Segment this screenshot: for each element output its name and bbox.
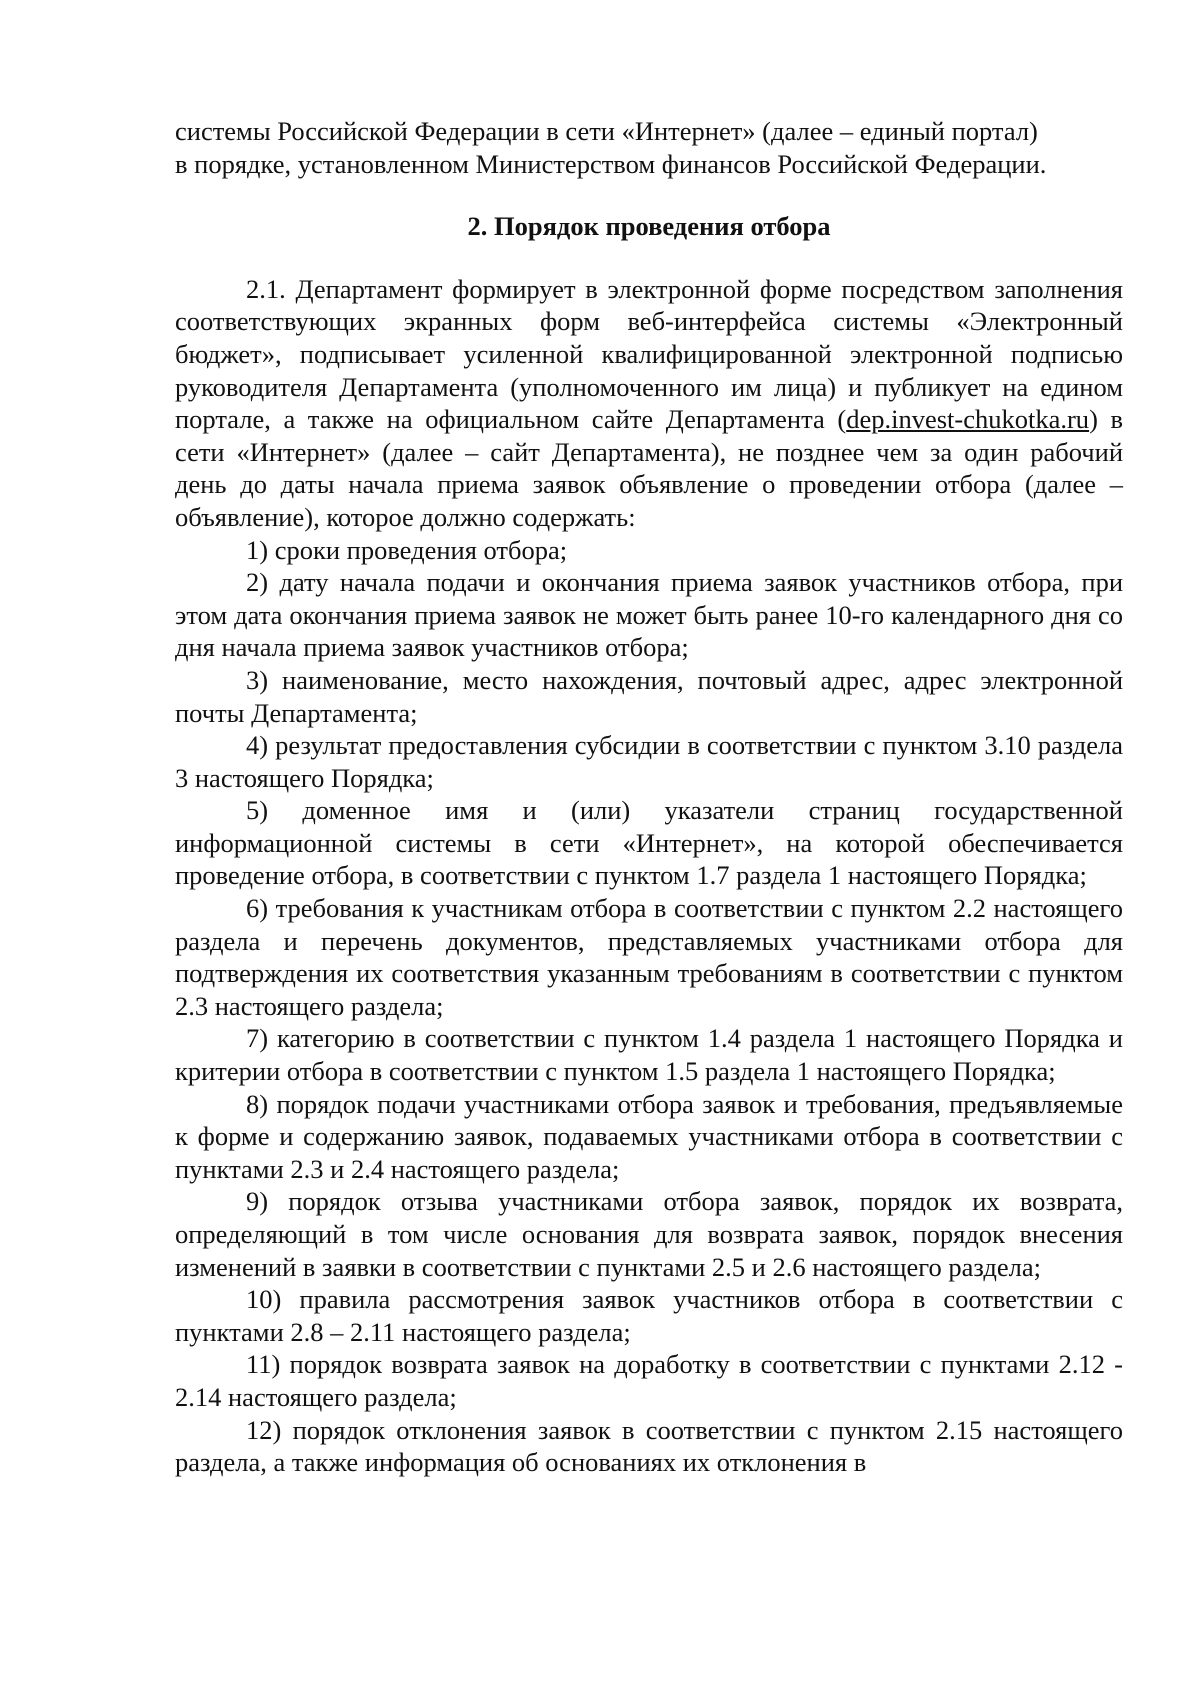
paragraph-2-1-text-end: ) в сети «Интернет» (далее – сайт Департамента), не позднее чем за один рабочий день до даты начала приема заявок объявление о проведении отбора (далее – объявление), которое должно содержать:: [175, 404, 1123, 532]
section-heading: 2. Порядок проведения отбора: [467, 211, 831, 242]
list-item-2: 2) дату начала подачи и окончания приема заявок участников отбора, при этом дата окончания приема заявок не может быть ранее 10-го календарного дня со дня начала приема заявок участников отбора;: [175, 567, 1123, 663]
list-item-6: 6) требования к участникам отбора в соответствии с пунктом 2.2 настоящего раздела и перечень документов, представляемых участниками отбора для подтверждения их соответствия указанным требованиям в соответствии с пунктом 2.3 настоящего раздела;: [175, 893, 1123, 1021]
list-item-5: 5) доменное имя и (или) указатели страниц государственной информационной системы в сети «Интернет», на которой обеспечивается проведение отбора, в соответствии с пунктом 1.7 раздела 1 настоящего Порядка;: [175, 795, 1123, 891]
intro-line-1: системы Российской Федерации в сети «Интернет» (далее – единый портал): [175, 116, 1038, 146]
list-item-9: 9) порядок отзыва участниками отбора заявок, порядок их возврата, определяющий в том числе основания для возврата заявок, порядок внесения изменений в заявки в соответствии с пунктами 2.5 и 2.6 настоящего раздела;: [175, 1186, 1123, 1282]
list-item-12: 12) порядок отклонения заявок в соответствии с пунктом 2.15 настоящего раздела, а также информация об основаниях их отклонения в: [175, 1414, 1123, 1478]
list-item-7: 7) категорию в соответствии с пунктом 1.4 раздела 1 настоящего Порядка и критерии отбора в соответствии с пунктом 1.5 раздела 1 настоящего Порядка;: [175, 1023, 1123, 1087]
list-item-4: 4) результат предоставления субсидии в соответствии с пунктом 3.10 раздела 3 настоящего Порядка;: [175, 730, 1123, 793]
list-item-8: 8) порядок подачи участниками отбора заявок и требования, предъявляемые к форме и содержанию заявок, подаваемых участниками отбора в соответствии с пунктами 2.3 и 2.4 настоящего раздела;: [175, 1088, 1123, 1184]
document-body: [175, 115, 1123, 1479]
list-item-3: 3) наименование, место нахождения, почтовый адрес, адрес электронной почты Департамента;: [175, 664, 1123, 728]
list-item-1: 1) сроки проведения отбора;: [246, 534, 568, 565]
department-site-link[interactable]: dep.invest-chukotka.ru: [846, 404, 1090, 435]
list-item-10: 10) правила рассмотрения заявок участников отбора в соответствии с пунктами 2.8 – 2.11 настоящего раздела;: [175, 1284, 1123, 1347]
list-item-11: 11) порядок возврата заявок на доработку в соответствии с пунктами 2.12 - 2.14 настоящего раздела;: [175, 1349, 1123, 1412]
paragraph-2-1-text-start: 2.1. Департамент формирует в электронной форме посредством заполнения соответствующих экранных форм веб-интерфейса системы «Электронный бюджет», подписывает усиленной квалифицированной электронной подписью руководителя Департамента (уполномоченного им лица) и публикует на едином портале, а также на официальном сайте Департамента (: [175, 273, 1123, 435]
intro-line-2: в порядке, установленном Министерством финансов Российской Федерации.: [175, 148, 1047, 179]
paragraph-2-1: [175, 273, 1123, 534]
